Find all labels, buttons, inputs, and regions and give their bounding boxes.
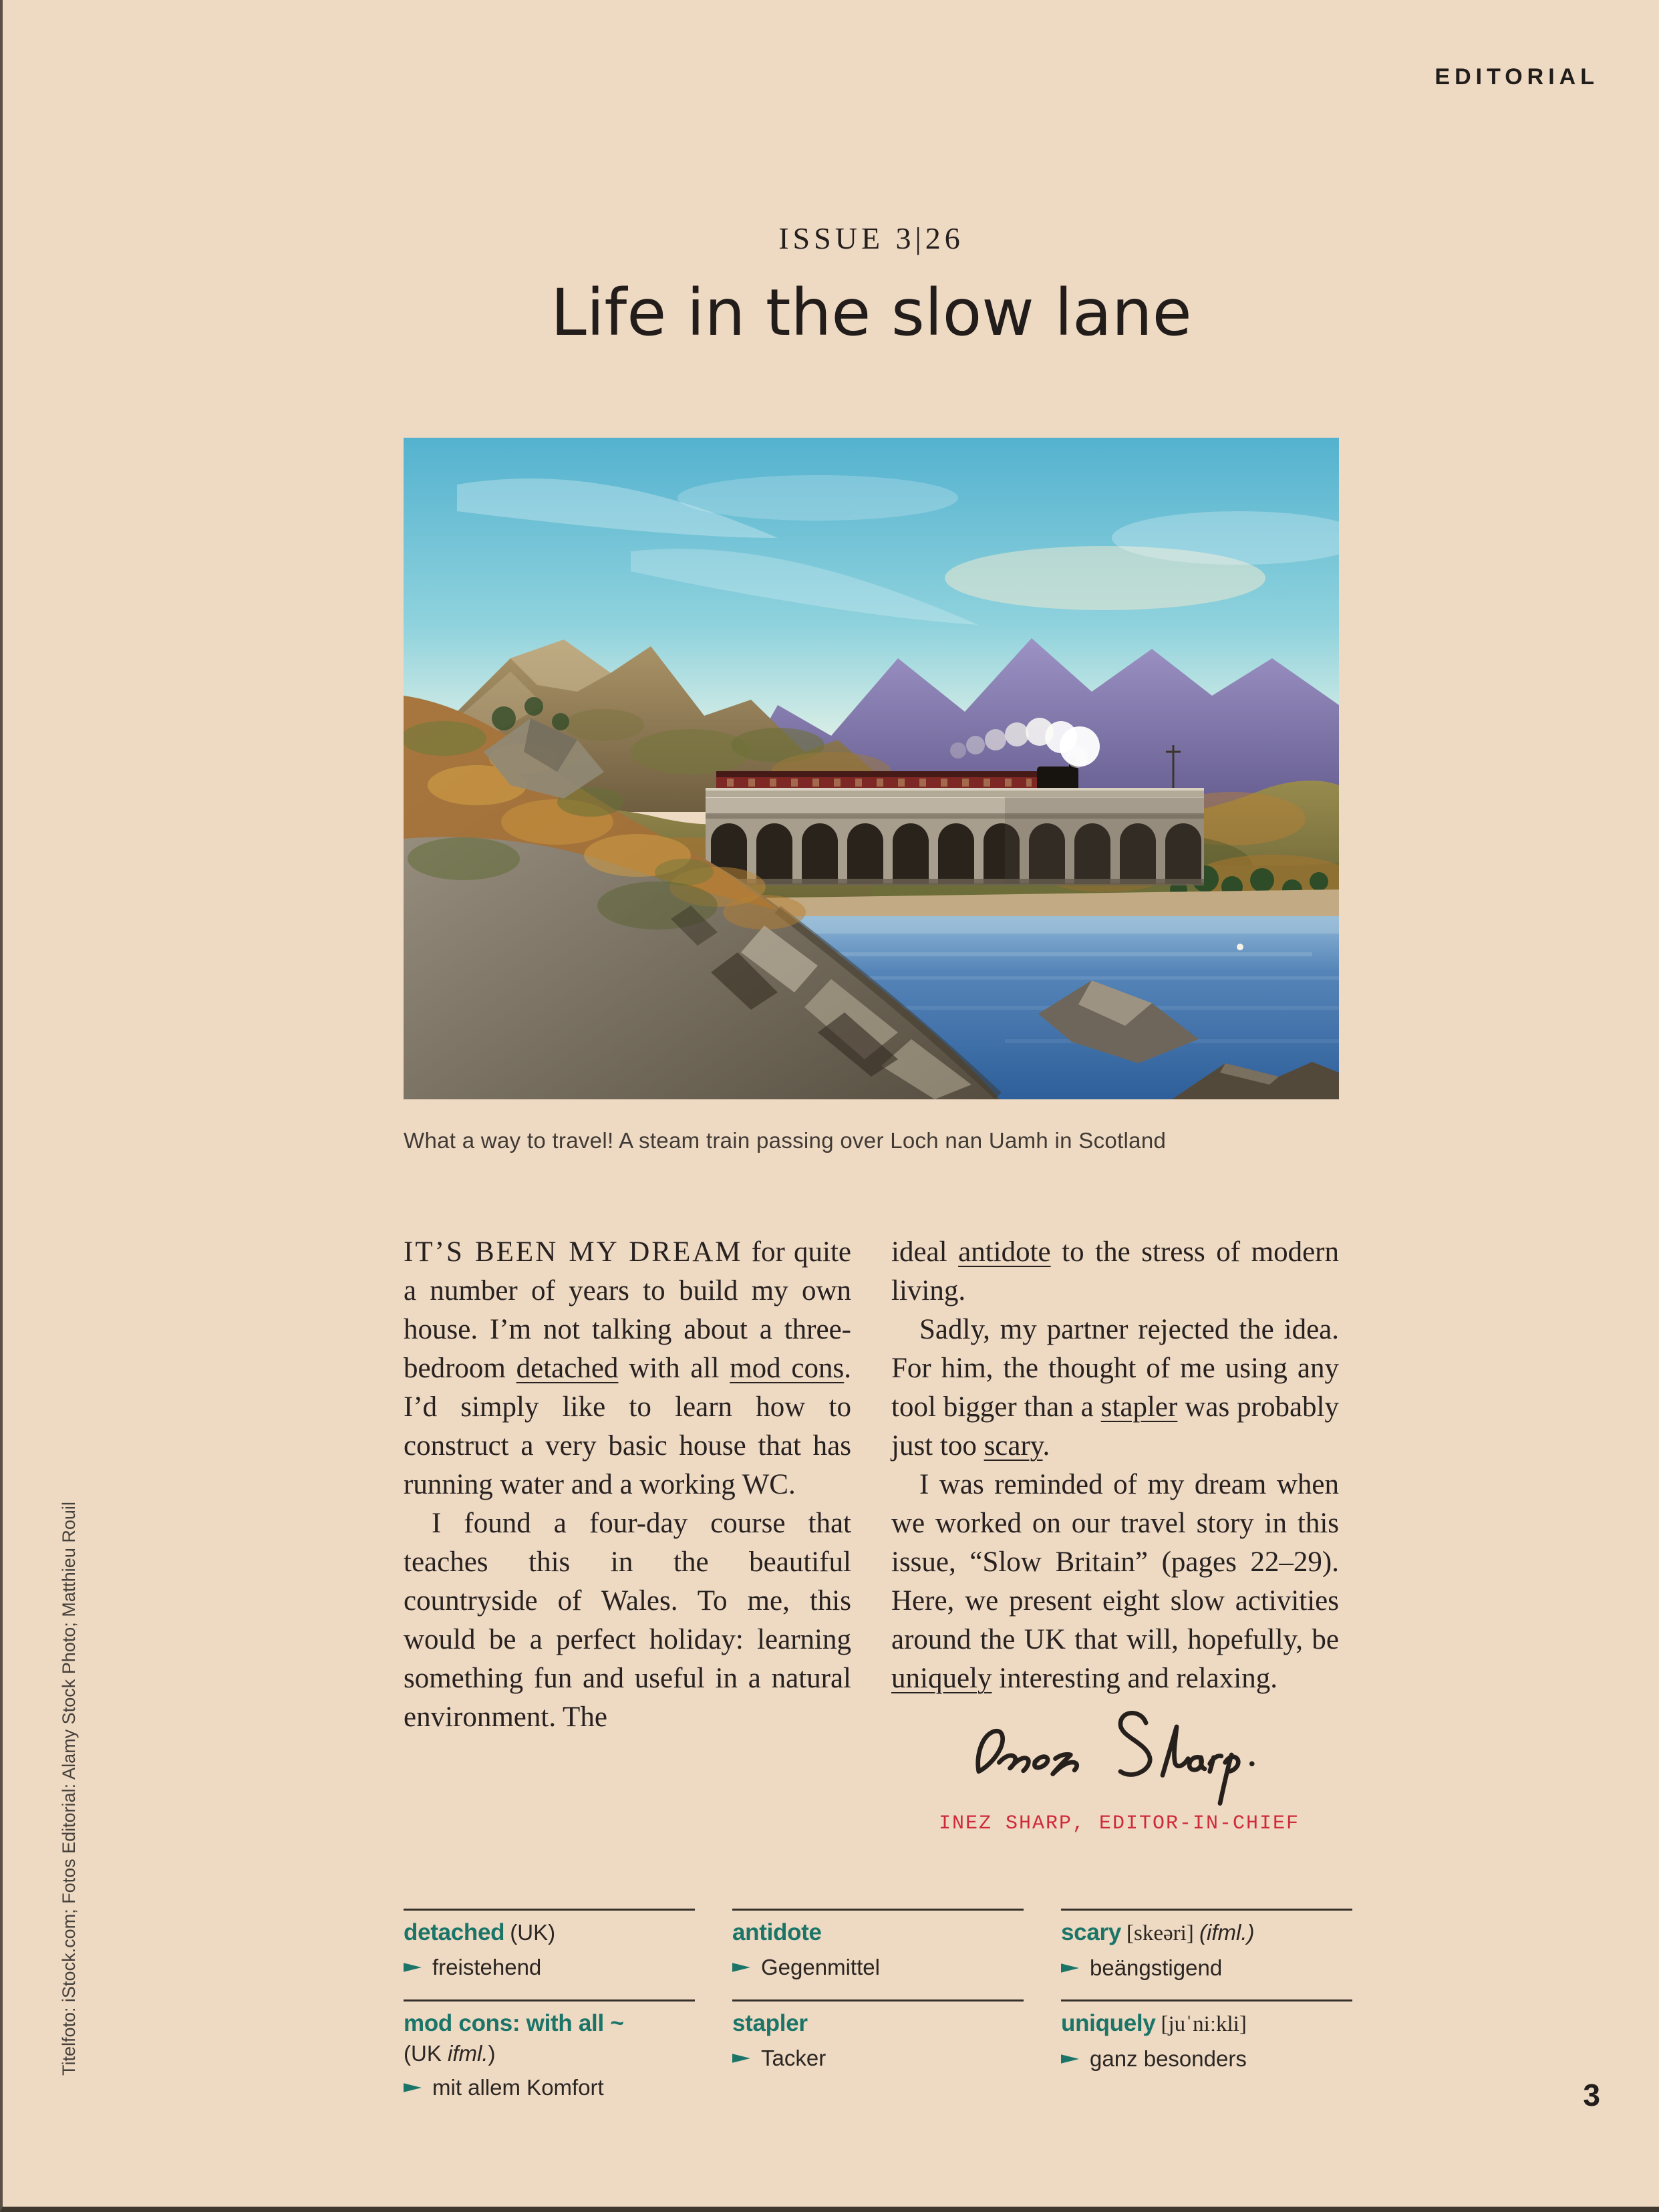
paragraph: I was reminded of my dream when we worked on our travel story in this issue, “Slow Britain” (pages 22–29). Here, we present eight slow activities around the UK that will, hopefully, be uniquely interesting and relaxing. (891, 1469, 1339, 1694)
glossary-term: detached (404, 1919, 505, 1945)
glossary-entry-scary (1061, 1909, 1352, 1981)
paragraph: ideal antidote to the stress of modern living. (891, 1236, 1339, 1306)
glossary-term-note: [juˈniːkli] (1161, 2012, 1247, 2036)
page-number: 3 (1583, 2078, 1600, 2112)
glossary-term: scary (1061, 1919, 1121, 1945)
paragraph: IT’S BEEN MY DREAM for quite a number of years to build my own house. I’m not talking about a three-bedroom detached with all mod cons. I’d simply like to learn how to construct a very basic house that has running water and a working WC. (404, 1236, 851, 1500)
photo-credit-vertical: Titelfoto: iStock.com; Fotos Editorial: Alamy Stock Photo; Matthieu Rouil (59, 1502, 79, 2076)
issue-line: ISSUE 3|26 (778, 221, 964, 255)
glossary-entry-stapler (732, 1999, 1024, 2071)
translation-arrow-icon (404, 2082, 422, 2094)
section-label: EDITORIAL (1435, 64, 1599, 90)
signature-block (891, 1696, 1347, 1835)
editorial-photo (404, 438, 1339, 1099)
photo-caption: What a way to travel! A steam train passing over Loch nan Uamh in Scotland (404, 1128, 1167, 1153)
glossary-translation: beängstigend (1090, 1955, 1223, 1980)
steam-train-viaduct-illustration (404, 438, 1339, 1099)
article-column-1 (404, 1233, 851, 1737)
translation-arrow-icon (732, 1962, 750, 1973)
glossary-entry-antidote (732, 1909, 1024, 1980)
article-column-2 (891, 1233, 1339, 1737)
glossary-term-note: [skeəri] (ifml.) (1126, 1920, 1255, 1945)
glossary-term-note: (UK ifml.) (404, 2041, 496, 2066)
glossary-translation: ganz besonders (1090, 2046, 1247, 2071)
glossary-term: mod cons: with all ~ (404, 2010, 624, 2036)
glossary-entry-detached (404, 1909, 695, 1980)
translation-arrow-icon (1061, 2054, 1079, 2065)
glossary-term-note: (UK) (510, 1920, 556, 1945)
glossary-translation: freistehend (432, 1955, 542, 1979)
translation-arrow-icon (732, 2053, 750, 2064)
glossary-term: stapler (732, 2010, 808, 2036)
glossary-translation: Gegenmittel (761, 1955, 880, 1979)
glossary-term: uniquely (1061, 2010, 1156, 2036)
paragraph: I found a four-day course that teaches this in the beautiful countryside of Wales. To me, this would be a perfect holiday: learning something fun and useful in a natural environment. The (404, 1508, 851, 1733)
translation-arrow-icon (404, 1962, 422, 1973)
editor-credit-line: INEZ SHARP, EDITOR-IN-CHIEF (938, 1812, 1300, 1835)
translation-arrow-icon (1061, 1963, 1079, 1974)
article-body (404, 1233, 1339, 1737)
glossary-translation: Tacker (761, 2046, 826, 2070)
glossary-term: antidote (732, 1919, 822, 1945)
paragraph: Sadly, my partner rejected the idea. For him, the thought of me using any tool bigger than a stapler was probably just too scary. (891, 1314, 1339, 1462)
glossary-translation: mit allem Komfort (432, 2075, 604, 2100)
glossary (404, 1909, 1352, 2100)
page-title: Life in the slow lane (551, 275, 1192, 350)
glossary-entry-mod-cons (404, 1999, 695, 2100)
glossary-entry-uniquely (1061, 1999, 1352, 2072)
handwritten-signature (952, 1696, 1286, 1811)
